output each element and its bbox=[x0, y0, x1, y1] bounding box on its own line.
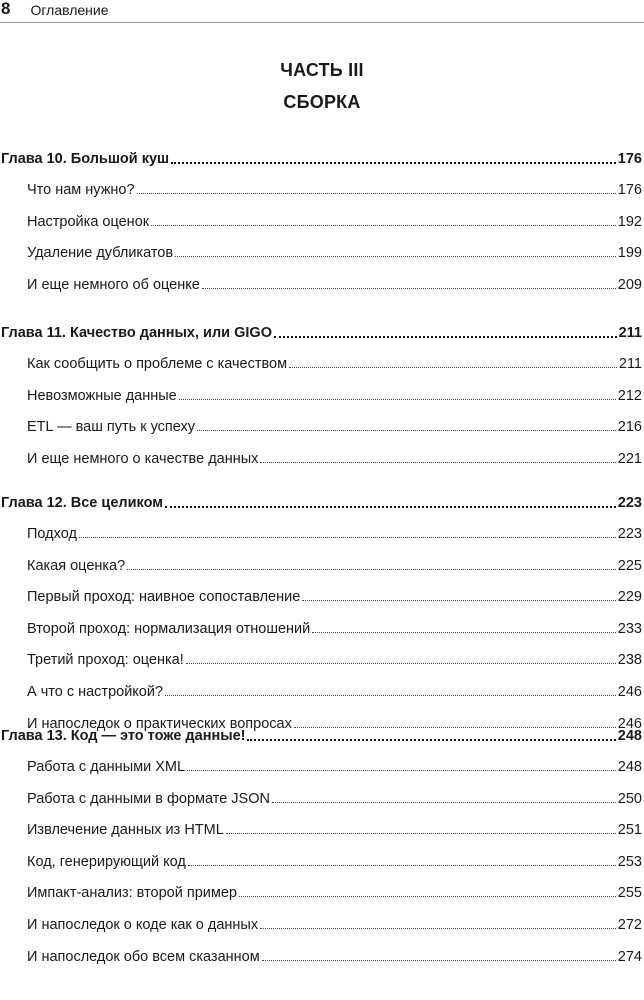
section-page-number: 246 bbox=[617, 684, 642, 700]
section-title: А что с настройкой? bbox=[27, 684, 164, 700]
dot-leader bbox=[165, 506, 616, 508]
toc-section-entry[interactable] bbox=[0, 586, 644, 606]
part-label: ЧАСТЬ III bbox=[280, 60, 364, 80]
toc-chapter-entry[interactable] bbox=[0, 148, 644, 168]
page-number: 8 bbox=[1, 0, 11, 18]
section-page-number: 176 bbox=[617, 182, 642, 198]
section-title: ETL — ваш путь к успеху bbox=[27, 419, 196, 435]
dot-leader bbox=[187, 770, 616, 771]
dot-leader bbox=[262, 960, 616, 961]
toc-section-entry[interactable] bbox=[0, 416, 644, 436]
toc-section-entry[interactable] bbox=[0, 618, 644, 638]
toc-section-entry[interactable] bbox=[0, 523, 644, 543]
dot-leader bbox=[274, 336, 617, 338]
toc-section-entry[interactable] bbox=[0, 914, 644, 934]
section-page-number: 251 bbox=[617, 822, 642, 838]
section-page-number: 223 bbox=[617, 526, 642, 542]
dot-leader bbox=[289, 367, 617, 368]
toc-chapter-entry[interactable] bbox=[0, 322, 644, 342]
chapter-page-number: 223 bbox=[617, 495, 642, 511]
header-rule bbox=[0, 22, 644, 23]
section-title: Третий проход: оценка! bbox=[27, 652, 184, 668]
section-title: И напоследок о практических вопросах bbox=[27, 716, 292, 732]
chapter-page-number: 176 bbox=[617, 151, 642, 167]
toc-section-entry[interactable] bbox=[0, 242, 644, 262]
section-page-number: 221 bbox=[617, 451, 642, 467]
chapter-title: Глава 10. Большой куш bbox=[1, 151, 170, 167]
chapter-title: Глава 11. Качество данных, или GIGO bbox=[1, 325, 272, 341]
dot-leader bbox=[272, 802, 616, 803]
toc-section-entry[interactable] bbox=[0, 649, 644, 669]
section-page-number: 246 bbox=[617, 716, 642, 732]
dot-leader bbox=[302, 600, 616, 601]
section-title: Код, генерирующий код bbox=[27, 854, 186, 870]
section-title: Невозможные данные bbox=[27, 388, 177, 404]
section-page-number: 255 bbox=[617, 885, 642, 901]
section-page-number: 216 bbox=[617, 419, 642, 435]
section-title: Настройка оценок bbox=[27, 214, 150, 230]
toc-section-entry[interactable] bbox=[0, 274, 644, 294]
section-title: Как сообщить о проблеме с качеством bbox=[27, 356, 288, 372]
toc-chapter-entry[interactable] bbox=[0, 725, 644, 745]
dot-leader bbox=[202, 288, 616, 289]
section-title: И еще немного о качестве данных bbox=[27, 451, 259, 467]
toc-section-entry[interactable] bbox=[0, 788, 644, 808]
dot-leader bbox=[312, 632, 616, 633]
section-title: Работа с данными в формате JSON bbox=[27, 791, 270, 807]
dot-leader bbox=[165, 695, 616, 696]
section-page-number: 238 bbox=[617, 652, 642, 668]
toc-section-entry[interactable] bbox=[0, 819, 644, 839]
section-page-number: 225 bbox=[617, 558, 642, 574]
section-title: И еще немного об оценке bbox=[27, 277, 200, 293]
toc-section-entry[interactable] bbox=[0, 179, 644, 199]
dot-leader bbox=[171, 162, 616, 164]
dot-leader bbox=[179, 399, 616, 400]
dot-leader bbox=[226, 833, 616, 834]
section-page-number: 229 bbox=[617, 589, 642, 605]
part-title: СБОРКА bbox=[283, 92, 361, 112]
chapter-page-number: 248 bbox=[617, 728, 642, 744]
dot-leader bbox=[247, 739, 615, 741]
toc-section-entry[interactable] bbox=[0, 681, 644, 701]
section-title: Удаление дубликатов bbox=[27, 245, 174, 261]
toc-section-entry[interactable] bbox=[0, 946, 644, 966]
section-page-number: 199 bbox=[617, 245, 642, 261]
section-title: Первый проход: наивное сопоставление bbox=[27, 589, 301, 605]
section-title: Подход bbox=[27, 526, 77, 542]
dot-leader bbox=[260, 462, 615, 463]
toc-section-entry[interactable] bbox=[0, 851, 644, 871]
dot-leader bbox=[239, 896, 616, 897]
section-title: Извлечение данных из HTML bbox=[27, 822, 224, 838]
section-title: И напоследок о коде как о данных bbox=[27, 917, 259, 933]
section-title: Какая оценка? bbox=[27, 558, 126, 574]
toc-chapter-entry[interactable] bbox=[0, 492, 644, 512]
chapter-page-number: 211 bbox=[618, 325, 642, 341]
toc-section-entry[interactable] bbox=[0, 756, 644, 776]
toc-section-entry[interactable] bbox=[0, 448, 644, 468]
running-header bbox=[0, 0, 644, 22]
section-page-number: 274 bbox=[617, 949, 642, 965]
toc-section-entry[interactable] bbox=[0, 882, 644, 902]
section-page-number: 233 bbox=[617, 621, 642, 637]
chapter-title: Глава 13. Код — это тоже данные! bbox=[1, 728, 246, 744]
section-page-number: 248 bbox=[617, 759, 642, 775]
dot-leader bbox=[186, 663, 616, 664]
section-title: Работа с данными XML bbox=[27, 759, 186, 775]
toc-section-entry[interactable] bbox=[0, 555, 644, 575]
section-page-number: 211 bbox=[618, 356, 642, 372]
running-header-title: Оглавление bbox=[30, 2, 109, 18]
section-page-number: 272 bbox=[617, 917, 642, 933]
section-title: И напоследок обо всем сказанном bbox=[27, 949, 260, 965]
toc-section-entry[interactable] bbox=[0, 353, 644, 373]
section-page-number: 250 bbox=[617, 791, 642, 807]
section-page-number: 192 bbox=[617, 214, 642, 230]
dot-leader bbox=[79, 537, 616, 538]
dot-leader bbox=[197, 430, 616, 431]
section-title: Что нам нужно? bbox=[27, 182, 135, 198]
toc-section-entry[interactable] bbox=[0, 211, 644, 231]
dot-leader bbox=[151, 225, 616, 226]
dot-leader bbox=[137, 193, 616, 194]
section-page-number: 253 bbox=[617, 854, 642, 870]
section-page-number: 212 bbox=[617, 388, 642, 404]
dot-leader bbox=[127, 569, 616, 570]
toc-section-entry[interactable] bbox=[0, 385, 644, 405]
dot-leader bbox=[188, 865, 616, 866]
section-page-number: 209 bbox=[617, 277, 642, 293]
chapter-title: Глава 12. Все целиком bbox=[1, 495, 163, 511]
dot-leader bbox=[260, 928, 616, 929]
section-title: Второй проход: нормализация отношений bbox=[27, 621, 311, 637]
section-title: Импакт-анализ: второй пример bbox=[27, 885, 237, 901]
dot-leader bbox=[175, 256, 616, 257]
